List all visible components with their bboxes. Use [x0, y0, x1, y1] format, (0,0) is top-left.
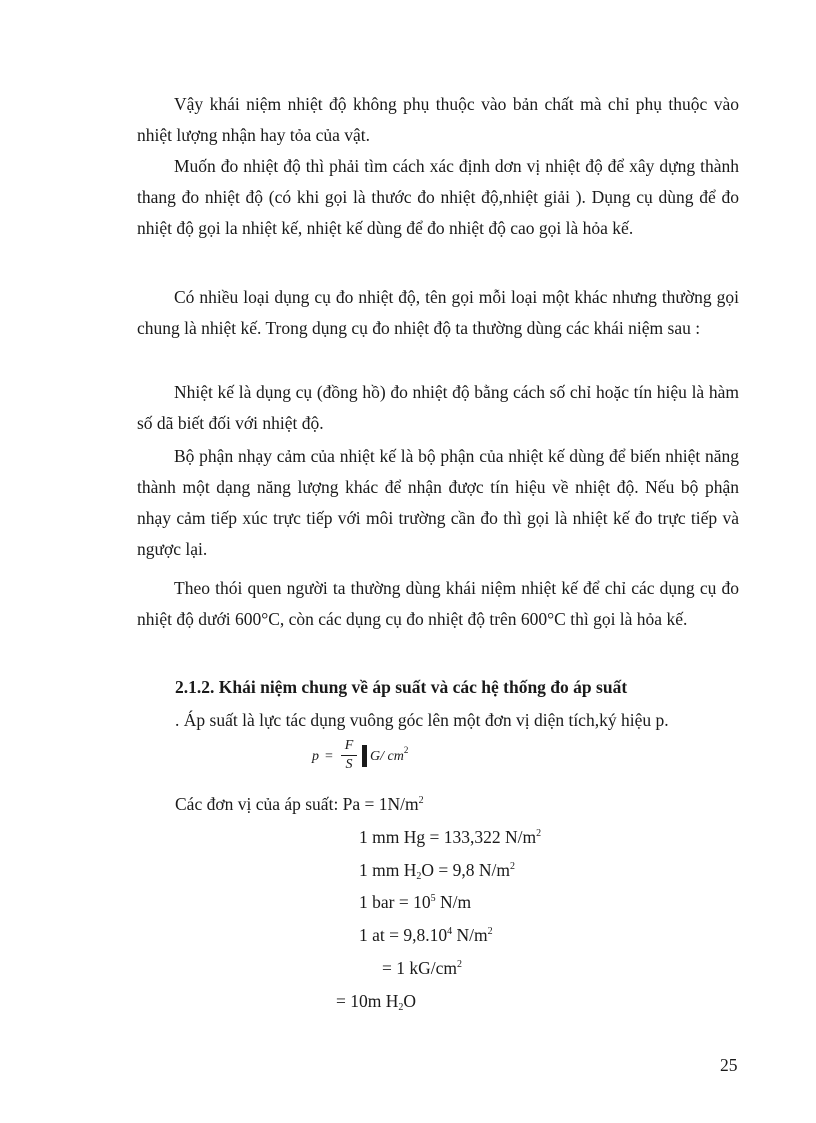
formula-lhs: p [312, 749, 319, 764]
unit-line-kgcm2: = 1 $kG/cm^2$ [382, 958, 462, 978]
unit-line-at: 1 at = $9,8.10^4$ $N/m^2$ [359, 925, 493, 945]
paragraph-temperature-scale: Muốn đo nhiệt độ thì phải tìm cách xác định dơn vị nhiệt độ để xây dựng thành thang đo nhiệt độ (có khi gọi là thước đo nhiệt độ,nhiệt giải ). Dụng cụ dùng để đo nhiệt độ gọi la nhiệt kế, nhiệt kế dùng để đo nhiệt độ cao gọi là hỏa kế. [137, 156, 739, 238]
unit-line-bar: 1 bar = $10^5$ N/m [359, 892, 472, 912]
unit-line-mmh2o: 1 mm $H_2O = 9,8$ $N/m^2$ [359, 860, 515, 882]
unit-line-mmhg: 1 mm Hg = 133,322 $N/m^2$ [359, 827, 542, 847]
fraction-bar [341, 755, 357, 756]
section-heading: 2.1.2. Khái niệm chung về áp suất và các hệ thống đo áp suất [175, 677, 628, 697]
paragraph-thermometer-definition: Nhiệt kế là dụng cụ (đồng hồ) đo nhiệt độ bằng cách số chỉ hoặc tín hiệu là hàm số dã biết đối với nhiệt độ. [137, 382, 739, 433]
unit-line-pascal: Các đơn vị của áp suất: $Pa = 1N/m^2$ [175, 794, 424, 814]
formula-numerator: F [344, 738, 354, 753]
paragraph-thermometer-types: Có nhiều loại dụng cụ đo nhiệt độ, tên gọi mỗi loại một khác nhưng thường gọi chung là nhiệt kế. Trong dụng cụ đo nhiệt độ ta thường dùng các khái niệm sau : [137, 287, 739, 338]
pressure-definition: . Áp suất là lực tác dụng vuông góc lên một đơn vị diện tích,ký hiệu p. [175, 710, 669, 730]
paragraph-pyrometer: Theo thói quen người ta thường dùng khái niệm nhiệt kế để chỉ các dụng cụ đo nhiệt độ dưới 600°C, còn các dụng cụ đo nhiệt độ trên 600°C thì gọi là hỏa kế. [137, 578, 739, 629]
unit-line-mh2o: = 10m $H_2O$ [336, 991, 417, 1013]
page-number: 25 [720, 1055, 738, 1075]
formula-denominator: S [345, 757, 353, 772]
formula-bracket [362, 745, 367, 767]
formula-fraction [341, 738, 357, 773]
paragraph-sensing-element: Bộ phận nhạy cảm của nhiệt kế là bộ phận của nhiệt kế dùng để biến nhiệt năng thành một dạng năng lượng khác để nhận được tín hiệu về nhiệt độ. Nếu bộ phận nhạy cảm tiếp xúc trực tiếp với môi trường cần đo thì gọi là nhiệt kế đo trực tiếp và ngược lại. [137, 446, 739, 559]
formula-unit: G/ $cm^2$ [370, 745, 409, 764]
paragraph-temperature-concept: Vậy khái niệm nhiệt độ không phụ thuộc vào bản chất mà chỉ phụ thuộc vào nhiệt lượng nhận hay tỏa của vật. [137, 94, 739, 145]
formula-equals: = [325, 749, 333, 764]
